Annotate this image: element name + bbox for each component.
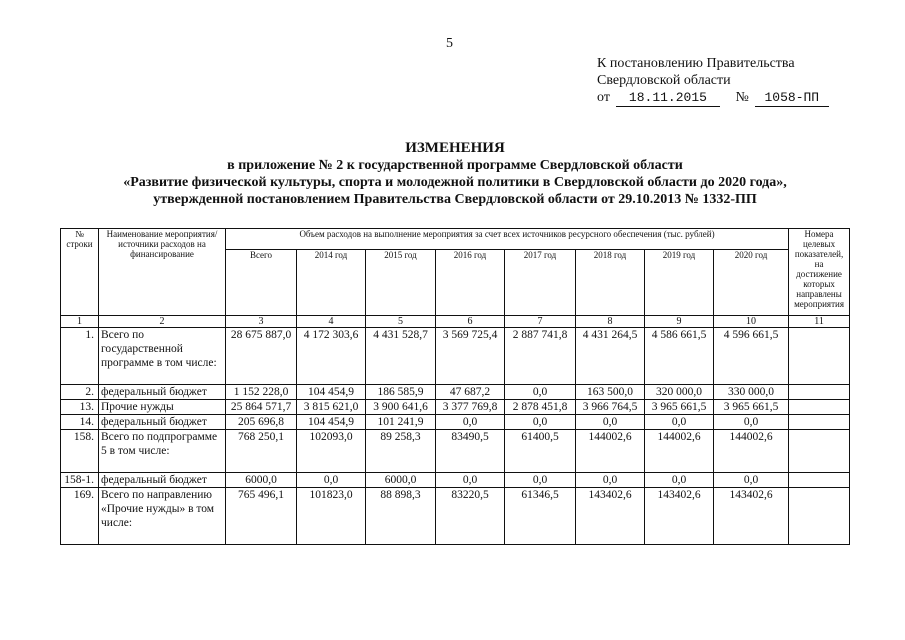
row-number: 158. — [61, 430, 99, 473]
cell-total: 28 675 887,0 — [226, 328, 297, 385]
table-row — [61, 400, 850, 415]
cell-2016: 3 377 769,8 — [436, 400, 505, 415]
cell-2020: 0,0 — [714, 415, 789, 430]
cell-2019: 0,0 — [645, 473, 714, 488]
header-name: Наименование мероприятия/ источники расходов на финансирование — [99, 229, 226, 316]
header-2015: 2015 год — [366, 250, 436, 316]
row-name: Всего по подпрограмме 5 в том числе: — [99, 430, 226, 473]
row-number: 158-1. — [61, 473, 99, 488]
header-2020: 2020 год — [714, 250, 789, 316]
cell-2018: 143402,6 — [576, 488, 645, 545]
header-total: Всего — [226, 250, 297, 316]
cell-2019: 320 000,0 — [645, 385, 714, 400]
row-number: 13. — [61, 400, 99, 415]
cell-2016: 83220,5 — [436, 488, 505, 545]
cell-2014: 102093,0 — [297, 430, 366, 473]
approval-line-3 — [597, 89, 829, 107]
cell-2014: 101823,0 — [297, 488, 366, 545]
cell-2014: 0,0 — [297, 473, 366, 488]
title-main: ИЗМЕНЕНИЯ — [405, 140, 505, 156]
cell-2020: 144002,6 — [714, 430, 789, 473]
column-number-row — [61, 316, 850, 328]
cell-2020: 0,0 — [714, 473, 789, 488]
approval-number-label: № — [735, 90, 749, 105]
cell-targets — [789, 473, 850, 488]
table-row — [61, 430, 850, 473]
header-targets: Номера целевых показателей, на достижение которых направлены мероприятия — [789, 229, 850, 316]
cell-2014: 104 454,9 — [297, 415, 366, 430]
cell-2015: 89 258,3 — [366, 430, 436, 473]
cell-2014: 4 172 303,6 — [297, 328, 366, 385]
column-number: 4 — [297, 316, 366, 328]
table-row — [61, 473, 850, 488]
column-number: 8 — [576, 316, 645, 328]
row-number: 169. — [61, 488, 99, 545]
cell-2018: 0,0 — [576, 473, 645, 488]
cell-2015: 4 431 528,7 — [366, 328, 436, 385]
header-volume: Объем расходов на выполнение мероприятия за счет всех источников ресурсного обеспечения (тыс. рублей) — [226, 229, 789, 250]
cell-2017: 0,0 — [505, 415, 576, 430]
cell-2017: 0,0 — [505, 385, 576, 400]
cell-2017: 2 878 451,8 — [505, 400, 576, 415]
cell-2018: 4 431 264,5 — [576, 328, 645, 385]
cell-total: 765 496,1 — [226, 488, 297, 545]
row-name: Прочие нужды — [99, 400, 226, 415]
row-name: Всего по направлению «Прочие нужды» в том числе: — [99, 488, 226, 545]
column-number: 6 — [436, 316, 505, 328]
cell-2016: 0,0 — [436, 473, 505, 488]
row-number: 14. — [61, 415, 99, 430]
cell-2015: 101 241,9 — [366, 415, 436, 430]
approval-number: 1058-ПП — [755, 89, 829, 107]
header-2014: 2014 год — [297, 250, 366, 316]
cell-targets — [789, 385, 850, 400]
cell-2018: 0,0 — [576, 415, 645, 430]
cell-targets — [789, 400, 850, 415]
header-2019: 2019 год — [645, 250, 714, 316]
column-number: 9 — [645, 316, 714, 328]
cell-2016: 0,0 — [436, 415, 505, 430]
cell-2019: 3 965 661,5 — [645, 400, 714, 415]
cell-2020: 143402,6 — [714, 488, 789, 545]
cell-targets — [789, 488, 850, 545]
document-title — [60, 140, 850, 208]
cell-2017: 61400,5 — [505, 430, 576, 473]
header-row-no: № строки — [61, 229, 99, 316]
header-2016: 2016 год — [436, 250, 505, 316]
cell-2019: 144002,6 — [645, 430, 714, 473]
cell-total: 205 696,8 — [226, 415, 297, 430]
row-number: 2. — [61, 385, 99, 400]
cell-2015: 88 898,3 — [366, 488, 436, 545]
cell-targets — [789, 430, 850, 473]
header-2017: 2017 год — [505, 250, 576, 316]
cell-targets — [789, 415, 850, 430]
cell-total: 1 152 228,0 — [226, 385, 297, 400]
cell-2015: 186 585,9 — [366, 385, 436, 400]
cell-2020: 4 596 661,5 — [714, 328, 789, 385]
table-row — [61, 385, 850, 400]
column-number: 11 — [789, 316, 850, 328]
table-row — [61, 328, 850, 385]
column-number: 7 — [505, 316, 576, 328]
cell-2019: 0,0 — [645, 415, 714, 430]
row-number: 1. — [61, 328, 99, 385]
cell-2015: 3 900 641,6 — [366, 400, 436, 415]
cell-2019: 143402,6 — [645, 488, 714, 545]
approval-block — [597, 55, 829, 107]
approval-from-label: от — [597, 90, 610, 105]
header-2018: 2018 год — [576, 250, 645, 316]
cell-targets — [789, 328, 850, 385]
cell-2019: 4 586 661,5 — [645, 328, 714, 385]
cell-2017: 0,0 — [505, 473, 576, 488]
row-name: Всего по государственной программе в том числе: — [99, 328, 226, 385]
cell-2016: 3 569 725,4 — [436, 328, 505, 385]
cell-2020: 330 000,0 — [714, 385, 789, 400]
cell-2015: 6000,0 — [366, 473, 436, 488]
cell-total: 6000,0 — [226, 473, 297, 488]
approval-date: 18.11.2015 — [616, 89, 720, 107]
cell-total: 25 864 571,7 — [226, 400, 297, 415]
cell-2017: 2 887 741,8 — [505, 328, 576, 385]
cell-total: 768 250,1 — [226, 430, 297, 473]
row-name: федеральный бюджет — [99, 415, 226, 430]
cell-2016: 47 687,2 — [436, 385, 505, 400]
page-number: 5 — [446, 36, 453, 51]
title-line-2: в приложение № 2 к государственной программе Свердловской области — [227, 158, 683, 173]
approval-line-2: Свердловской области — [597, 73, 731, 88]
cell-2018: 163 500,0 — [576, 385, 645, 400]
approval-line-1: К постановлению Правительства — [597, 56, 795, 71]
row-name: федеральный бюджет — [99, 385, 226, 400]
cell-2018: 144002,6 — [576, 430, 645, 473]
changes-table — [60, 228, 850, 545]
cell-2014: 3 815 621,0 — [297, 400, 366, 415]
cell-2018: 3 966 764,5 — [576, 400, 645, 415]
column-number: 2 — [99, 316, 226, 328]
column-number: 3 — [226, 316, 297, 328]
column-number: 10 — [714, 316, 789, 328]
title-line-4: утвержденной постановлением Правительства Свердловской области от 29.10.2013 № 1332-ПП — [153, 192, 757, 207]
column-number: 5 — [366, 316, 436, 328]
table-row — [61, 488, 850, 545]
cell-2014: 104 454,9 — [297, 385, 366, 400]
row-name: федеральный бюджет — [99, 473, 226, 488]
cell-2016: 83490,5 — [436, 430, 505, 473]
column-number: 1 — [61, 316, 99, 328]
cell-2017: 61346,5 — [505, 488, 576, 545]
title-line-3: «Развитие физической культуры, спорта и молодежной политики в Свердловской области до 2020 года», — [123, 175, 787, 190]
cell-2020: 3 965 661,5 — [714, 400, 789, 415]
table-row — [61, 415, 850, 430]
